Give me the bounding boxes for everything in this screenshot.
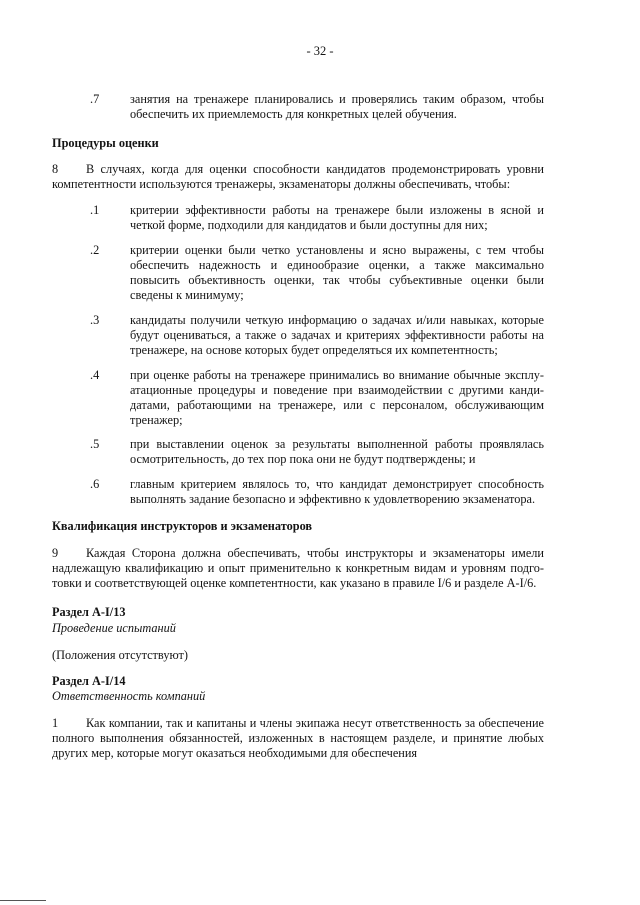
item-number: .5 [90,437,100,451]
item-text: главным критерием являлось то, что кандидат демонстрирует способность выполнять задание безопасно и эффективно к удовлетворению экзаменатора. [130,477,544,506]
section-heading: Раздел А-I/13 [52,605,126,619]
paragraph-text: Каждая Сторона должна обеспечивать, чтобы инструкторы и экзаменаторы имели надлежащую квалификацию и опыт применительно к конкретным видам и уровням подго-товки и соответствующей оценке компетентности, как указано в правиле I/6 и разделе А-I/6. [52,546,544,590]
section-subheading: Проведение испытаний [52,621,176,635]
item-text: занятия на тренажере планировались и проверялись таким образом, чтобы обеспечить их приемлемость для конкретных целей обучения. [130,92,544,121]
section-heading: Процедуры оценки [52,136,159,150]
section-subheading: Ответственность компаний [52,689,206,703]
section-heading: Квалификация инструкторов и экзаменаторов [52,519,313,533]
item-number: .3 [90,313,100,327]
section-note: (Положения отсутствуют) [52,648,188,662]
item-text: при оценке работы на тренажере принимались во внимание обычные эксплу-атационные процедуры и поведение при взаимодействии с другими канди-датами, работающими на тренажере, или с персоналом, обслуживающим тренажер; [130,368,544,427]
item-number: .1 [90,203,100,217]
paragraph-number: 9 [52,546,59,560]
paragraph-text: Как компании, так и капитаны и члены экипажа несут ответственность за обеспечение полного выполнения обязанностей, изложенных в настоящем разделе, и принятие любых других мер, которые могут оказаться необходимыми для обеспечения [52,716,544,760]
section-heading: Раздел А-I/14 [52,674,126,688]
item-text: критерии эффективности работы на тренажере были изложены в ясной и четкой форме, подходили для кандидатов и были доступны для них; [130,203,544,232]
paragraph-1 [52,716,544,761]
paragraph-8 [52,162,544,192]
item-number: .6 [90,477,100,491]
item-number: .2 [90,243,100,257]
page-number: - 32 - [306,44,334,58]
paragraph-number: 1 [52,716,59,730]
paragraph-number: 8 [52,162,59,176]
item-text: кандидаты получили четкую информацию о задачах и/или навыках, которые будут оцениваться, а также о задачах и критериях эффективности работы на тренажере, на основе которых будет определяться их компетентность; [130,313,544,357]
paragraph-text: В случаях, когда для оценки способности кандидатов продемонстрировать уровни компетентности используются тренажеры, экзаменаторы должны обеспечивать, чтобы: [52,162,544,191]
item-number: .4 [90,368,100,382]
paragraph-9 [52,546,544,591]
footer-rule [0,900,46,901]
item-number: .7 [90,92,100,106]
item-text: при выставлении оценок за результаты выполненной работы проявлялась осмотрительность, до тех пор пока они не будут подтверждены; и [130,437,544,466]
item-text: критерии оценки были четко установлены и ясно выражены, с тем чтобы обеспечить надежность и единообразие оценки, а также максимально повысить объективность оценки, так чтобы субъективные оценки были сведены к минимуму; [130,243,544,302]
